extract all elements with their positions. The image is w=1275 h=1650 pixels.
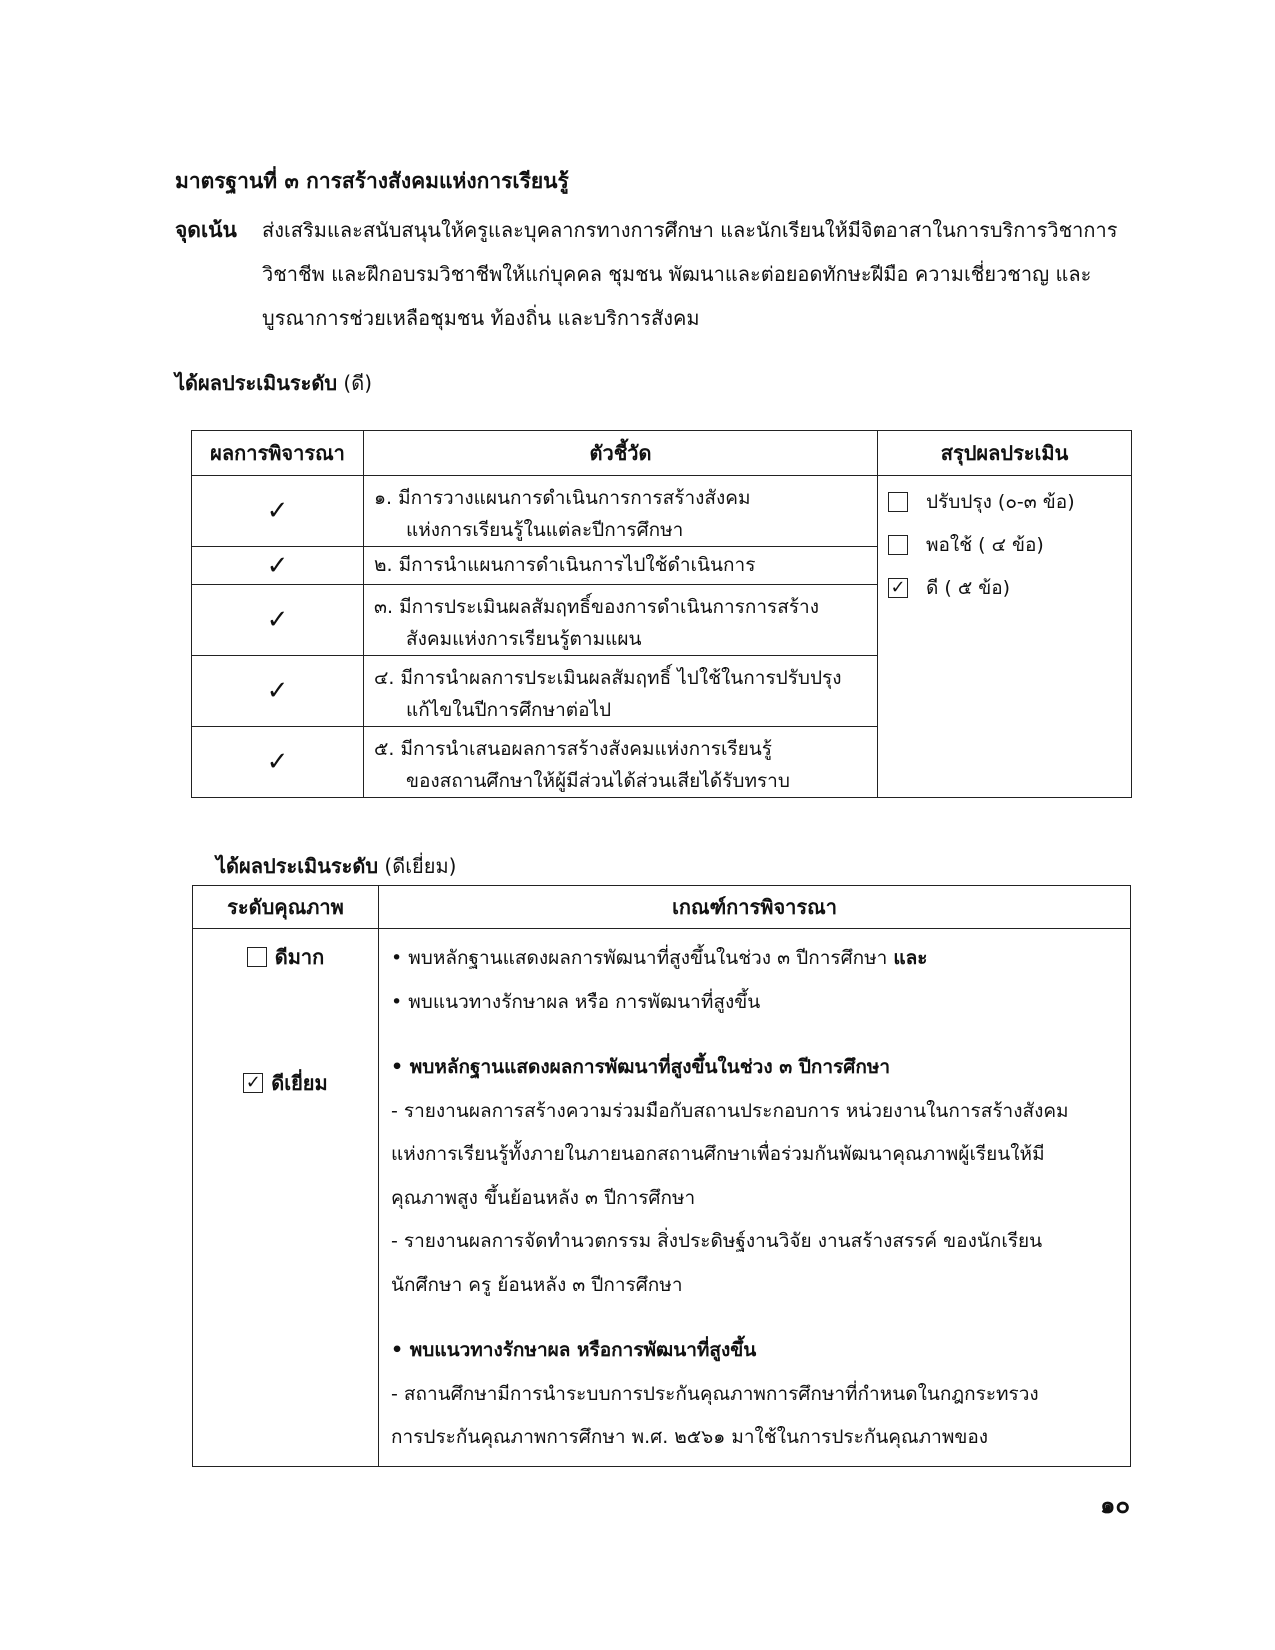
result-label: ได้ผลประเมินระดับ <box>216 854 379 878</box>
criteria-heading: • พบหลักฐานแสดงผลการพัฒนาที่สูงขึ้นในช่วง ๓ ปีการศึกษา <box>391 1056 891 1078</box>
header-consideration: ผลการพิจารณา <box>192 431 364 476</box>
criteria-cell <box>379 929 1131 1467</box>
summary-option-good: ✓ ดี ( ๕ ข้อ) <box>888 566 1121 609</box>
header-quality-level: ระดับคุณภาพ <box>193 886 379 929</box>
indicator-row: ๓. มีการประเมินผลสัมฤทธิ์ของการดำเนินการการสร้าง สังคมแห่งการเรียนรู้ตามแผน <box>364 585 878 656</box>
result-label: ได้ผลประเมินระดับ <box>175 371 338 395</box>
indicator-table <box>191 430 1132 798</box>
header-summary: สรุปผลประเมิน <box>878 431 1132 476</box>
header-indicator: ตัวชี้วัด <box>364 431 878 476</box>
check-mark: ✓ <box>192 476 364 547</box>
level-cell <box>193 929 379 1467</box>
indicator-row: ๕. มีการนำเสนอผลการสร้างสังคมแห่งการเรียนรู้ ของสถานศึกษาให้ผู้มีส่วนได้ส่วนเสียได้รับทราบ <box>364 727 878 798</box>
indicator-row: ๑. มีการวางแผนการดำเนินการการสร้างสังคม แห่งการเรียนรู้ในแต่ละปีการศึกษา <box>364 476 878 547</box>
focus-label: จุดเน้น <box>175 218 237 242</box>
criteria-table <box>192 885 1131 1467</box>
header-criteria: เกณฑ์การพิจารณา <box>379 886 1131 929</box>
indicator-row: ๔. มีการนำผลการประเมินผลสัมฤทธิ์ ไปใช้ในการปรับปรุง แก้ไขในปีการศึกษาต่อไป <box>364 656 878 727</box>
summary-option-improve: ปรับปรุง (๐-๓ ข้อ) <box>888 480 1121 523</box>
level-very-good: ดีมาก <box>193 941 378 973</box>
focus-text-line: ส่งเสริมและสนับสนุนให้ครูและบุคลากรทางการศึกษา และนักเรียนให้มีจิตอาสาในการบริการวิชาการ <box>262 218 1118 242</box>
check-mark: ✓ <box>192 585 364 656</box>
check-mark: ✓ <box>192 656 364 727</box>
page-number: ๑๐ <box>1100 1491 1130 1519</box>
focus-text-line: วิชาชีพ และฝึกอบรมวิชาชีพให้แก่บุคคล ชุมชน พัฒนาและต่อยอดทักษะฝีมือ ความเชี่ยวชาญ และ <box>262 262 1092 286</box>
result-value: (ดีเยี่ยม) <box>384 854 457 878</box>
criteria-line: - สถานศึกษามีการนำระบบการประกันคุณภาพการศึกษาที่กำหนดในกฎกระทรวง <box>391 1382 1039 1405</box>
summary-cell <box>878 476 1132 798</box>
criteria-line: - รายงานผลการสร้างความร่วมมือกับสถานประกอบการ หน่วยงานในการสร้างสังคม <box>391 1099 1069 1122</box>
checkbox-empty <box>247 947 267 967</box>
criteria-line: แห่งการเรียนรู้ทั้งภายในภายนอกสถานศึกษาเพื่อร่วมกันพัฒนาคุณภาพผู้เรียนให้มี <box>391 1143 1045 1165</box>
level-excellent: ✓ ดีเยี่ยม <box>193 1067 378 1099</box>
check-mark: ✓ <box>192 547 364 585</box>
criteria-bullet: • พบแนวทางรักษาผล หรือ การพัฒนาที่สูงขึ้น <box>391 990 761 1013</box>
criteria-heading: • พบแนวทางรักษาผล หรือการพัฒนาที่สูงขึ้น <box>391 1339 757 1361</box>
result-level-good <box>175 367 372 399</box>
result-level-excellent <box>216 850 456 882</box>
criteria-line: คุณภาพสูง ขึ้นย้อนหลัง ๓ ปีการศึกษา <box>391 1186 696 1209</box>
result-value: (ดี) <box>343 371 373 395</box>
indicator-row: ๒. มีการนำแผนการดำเนินการไปใช้ดำเนินการ <box>364 547 878 585</box>
criteria-line: การประกันคุณภาพการศึกษา พ.ศ. ๒๕๖๑ มาใช้ในการประกันคุณภาพของ <box>391 1426 989 1448</box>
focus-text-line: บูรณาการช่วยเหลือชุมชน ท้องถิ่น และบริการสังคม <box>262 306 700 330</box>
summary-option-fair: พอใช้ ( ๔ ข้อ) <box>888 523 1121 566</box>
checkbox-empty <box>888 492 908 512</box>
criteria-bullet: • พบหลักฐานแสดงผลการพัฒนาที่สูงขึ้นในช่วง ๓ ปีการศึกษา และ <box>391 947 928 969</box>
standard-heading: มาตรฐานที่ ๓ การสร้างสังคมแห่งการเรียนรู้ <box>175 169 569 193</box>
check-mark: ✓ <box>192 727 364 798</box>
checkbox-empty <box>888 535 908 555</box>
checkbox-checked-icon: ✓ <box>243 1073 263 1093</box>
criteria-line: - รายงานผลการจัดทำนวตกรรม สิ่งประดิษฐ์งานวิจัย งานสร้างสรรค์ ของนักเรียน <box>391 1230 1043 1252</box>
checkbox-checked-icon: ✓ <box>888 578 908 598</box>
criteria-line: นักศึกษา ครู ย้อนหลัง ๓ ปีการศึกษา <box>391 1273 683 1296</box>
